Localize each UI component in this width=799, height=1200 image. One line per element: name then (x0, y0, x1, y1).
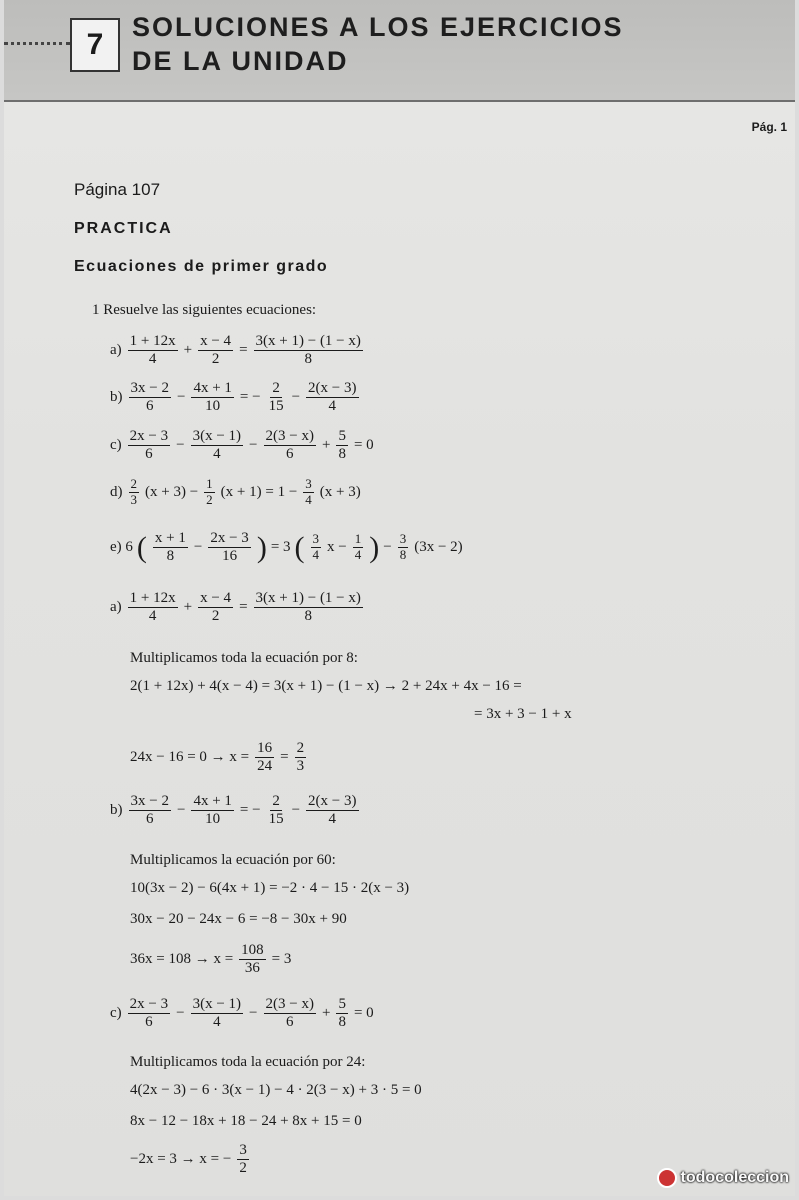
equation-label: d) (110, 483, 123, 500)
fraction: $\frac{2}{15}$ (268, 380, 284, 415)
fraction: $\frac{2x - 3}{6}$ (129, 996, 169, 1031)
page-tag: Pág. 1 (751, 120, 787, 134)
solution-c-line2: 8x − 12 − 18x + 18 − 24 + 8x + 15 = 0 (130, 1113, 362, 1129)
fraction: $\frac{2(x - 3)}{4}$ (308, 380, 357, 415)
unit-title (132, 10, 624, 78)
fraction: $\frac{1}{4}$ (354, 531, 362, 563)
equation-label: a) (110, 599, 122, 616)
unit-number-badge: 7 (70, 18, 120, 72)
equation-label: a) (110, 342, 122, 359)
solution-c-result: −2x = 3 → x = − $\frac{3}{2}$ (130, 1142, 247, 1177)
fraction: $\frac{2x - 3}{6}$ (129, 428, 169, 463)
fraction: $\frac{3}{4}$ (312, 531, 320, 563)
fraction: $\frac{1}{2}$ (206, 476, 213, 507)
fraction: $\frac{x + 1}{8}$ (154, 530, 186, 565)
equation-d: d) $\frac{2}{3}$ (x + 3) − $\frac{1}{2}$ (x + 1) = 1 − $\frac{3}{4}$ (x + 3) (110, 476, 361, 507)
fraction: $\frac{2}{3}$ (296, 740, 305, 775)
solution-b-line2: 30x − 20 − 24x − 6 = −8 − 30x + 90 (130, 911, 347, 927)
watermark-logo-icon (657, 1168, 677, 1188)
fraction: $\frac{3}{8}$ (399, 531, 407, 563)
fraction: $\frac{3}{2}$ (239, 1142, 247, 1177)
fraction: $\frac{3(x + 1) - (1 - x)}{8}$ (255, 590, 361, 625)
page-label: Página 107 (74, 180, 161, 199)
document-page (4, 0, 795, 1196)
equation-label: b) (110, 389, 123, 406)
open-paren: ( (294, 530, 305, 564)
header-dotted-rule (4, 42, 70, 45)
equation-e: e) 6 ( $\frac{x + 1}{8}$ − $\frac{2x - 3}{16}$ ) = 3 ( $\frac{3}{4}$ x − $\frac{1}{4}$ ) − $\frac{3}{8}$ (3x − 2) (110, 530, 463, 565)
fraction: $\frac{108}{36}$ (241, 942, 264, 977)
unit-title-line1: SOLUCIONES A LOS EJERCICIOS (132, 12, 624, 42)
fraction: $\frac{1 + 12x}{4}$ (129, 333, 176, 368)
subsection-heading: Ecuaciones de primer grado (74, 258, 329, 275)
fraction: $\frac{5}{8}$ (338, 428, 346, 463)
solution-a-step: Multiplicamos toda la ecuación por 8: (130, 650, 358, 666)
watermark-text: todocoleccion (680, 1169, 789, 1186)
fraction: $\frac{3x - 2}{6}$ (130, 380, 169, 415)
solution-c-line1: 4(2x − 3) − 6 · 3(x − 1) − 4 · 2(3 − x) + 3 · 5 = 0 (130, 1082, 422, 1098)
equation-label: b) (110, 802, 123, 819)
fraction: $\frac{2}{3}$ (130, 476, 137, 507)
fraction: $\frac{3(x - 1)}{4}$ (192, 996, 242, 1031)
fraction: $\frac{3(x + 1) - (1 - x)}{8}$ (255, 333, 361, 368)
solution-b-equation: b) $\frac{3x - 2}{6}$ − $\frac{4x + 1}{10}$ = − $\frac{2}{15}$ − $\frac{2(x - 3)}{4}$ (110, 793, 357, 828)
close-paren: ) (369, 530, 380, 564)
solution-a-result: 24x − 16 = 0 → x = $\frac{16}{24}$ = $\frac{2}{3}$ (130, 740, 305, 775)
fraction: $\frac{x - 4}{2}$ (200, 590, 232, 625)
close-paren: ) (256, 530, 267, 564)
fraction: $\frac{2(3 - x)}{6}$ (265, 428, 314, 463)
fraction: $\frac{4x + 1}{10}$ (193, 380, 232, 415)
fraction: $\frac{1 + 12x}{4}$ (129, 590, 176, 625)
equation-b: b) $\frac{3x - 2}{6}$ − $\frac{4x + 1}{10}$ = − $\frac{2}{15}$ − $\frac{2(x - 3)}{4}$ (110, 380, 357, 415)
fraction: $\frac{3}{4}$ (305, 476, 312, 507)
solution-a-line2: = 3x + 3 − 1 + x (474, 706, 572, 722)
solution-a-equation: a) $\frac{1 + 12x}{4}$ + $\frac{x - 4}{2}$ = $\frac{3(x + 1) - (1 - x)}{8}$ (110, 590, 361, 625)
equation-label: c) (110, 437, 122, 454)
solution-c-step: Multiplicamos toda la ecuación por 24: (130, 1054, 366, 1070)
unit-title-line2: DE LA UNIDAD (132, 46, 349, 76)
fraction: $\frac{2(x - 3)}{4}$ (308, 793, 357, 828)
unit-header (4, 0, 795, 102)
equation-a: a) $\frac{1 + 12x}{4}$ + $\frac{x - 4}{2}$ = $\frac{3(x + 1) - (1 - x)}{8}$ (110, 333, 361, 368)
equation-label: c) (110, 1005, 122, 1022)
solution-a-line1: 2(1 + 12x) + 4(x − 4) = 3(x + 1) − (1 − x) → 2 + 24x + 4x − 16 = (130, 678, 522, 694)
solution-b-result: 36x = 108 → x = $\frac{108}{36}$ = 3 (130, 942, 292, 977)
fraction: $\frac{16}{24}$ (257, 740, 273, 775)
solution-c-equation: c) $\frac{2x - 3}{6}$ − $\frac{3(x - 1)}{4}$ − $\frac{2(3 - x)}{6}$ + $\frac{5}{8}$ = 0 (110, 996, 374, 1031)
exercise-statement: 1 Resuelve las siguientes ecuaciones: (92, 302, 317, 318)
fraction: $\frac{2x - 3}{16}$ (210, 530, 249, 565)
fraction: $\frac{5}{8}$ (338, 996, 346, 1031)
fraction: $\frac{3x - 2}{6}$ (130, 793, 169, 828)
fraction: $\frac{2(3 - x)}{6}$ (265, 996, 314, 1031)
section-heading: PRACTICA (74, 220, 173, 237)
solution-b-step: Multiplicamos la ecuación por 60: (130, 852, 336, 868)
fraction: $\frac{4x + 1}{10}$ (193, 793, 232, 828)
equation-label: e) 6 (110, 539, 133, 556)
fraction: $\frac{2}{15}$ (268, 793, 284, 828)
solution-b-line1: 10(3x − 2) − 6(4x + 1) = −2 · 4 − 15 · 2(x − 3) (130, 880, 410, 896)
watermark (657, 1168, 789, 1188)
fraction: $\frac{x - 4}{2}$ (200, 333, 232, 368)
fraction: $\frac{3(x - 1)}{4}$ (192, 428, 242, 463)
equation-c: c) $\frac{2x - 3}{6}$ − $\frac{3(x - 1)}{4}$ − $\frac{2(3 - x)}{6}$ + $\frac{5}{8}$ = 0 (110, 428, 374, 463)
open-paren: ( (136, 530, 147, 564)
